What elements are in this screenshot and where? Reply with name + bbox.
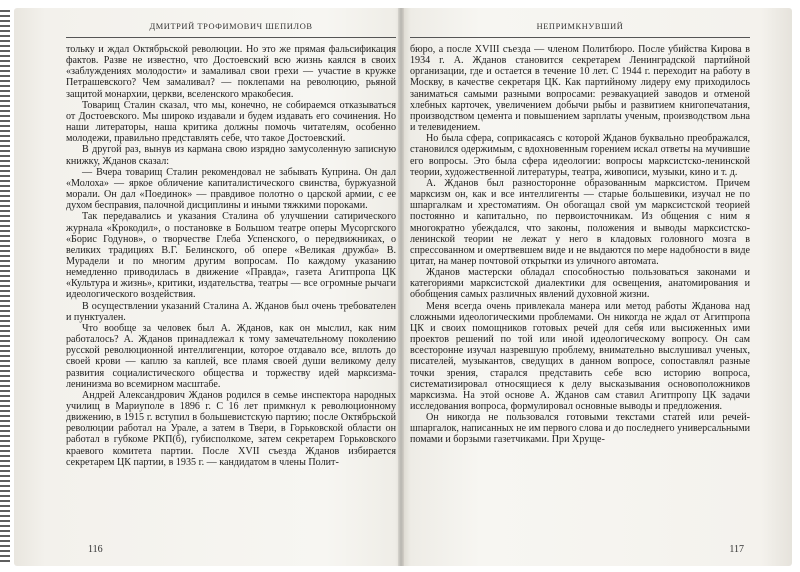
paragraph: Меня всегда очень привлекала манера или метод работы Жданова над сложными идеологическими проблемами. Он никогда не ждал от Агитпропа ЦК и своих помощников готовых речей для себя или высиженных ими проектов решений по той или иной идеологическому вопросу. Он сам всесторонне изучал назревшую проблему, внимательно выслушивал ученых, писателей, музыкантов, сведущих в данном вопросе, сопоставлял разные точки зрения, старался представить себе всю историю вопроса, систематизировал относящиеся к делу высказывания основоположников марксизма. На этой основе А. Жданов сам ставил Агитпропу ЦК задачи исследования вопроса, формулировал основные выводы и предложения. [410, 300, 750, 412]
paragraph: Андрей Александрович Жданов родился в семье инспектора народных училищ в Мариуполе в 1896 г. С 16 лет примкнул к революционному движению, в 1915 г. вступил в большевистскую партию; после Октябрьской революции работал на Урале, а затем в Твери, в Горьковской области он работал в губкоме РКП(б), губисполкоме, затем секретарем Горьковского краевого комитета партии. После XVII съезда Жданов избирается секретарем ЦК партии, в 1935 г. — кандидатом в члены Полит- [66, 389, 396, 468]
paragraph: — Вчера товарищ Сталин рекомендовал не забывать Куприна. Он дал «Молоха» — яркое обличение капиталистического свинства, буржуазной морали. Он дал «Поединок» — правдивое полотно о царской армии, с ее духом бесправия, палочной дисциплины и иными тяжкими пороками. [66, 166, 396, 212]
paragraph: Но была сфера, соприкасаясь с которой Жданов буквально преображался, становился одержимым, с вдохновенным горением искал ответы на мучившие его вопросы. Это была сфера идеологии: вопросы марксистско-ленинской теории, художественной литературы, театра, живописи, музыки, кино и т. д. [410, 133, 750, 178]
right-running-head: НЕПРИМКНУВШИЙ [536, 22, 624, 31]
right-body-text [410, 44, 750, 446]
left-header-rule [66, 37, 396, 38]
right-header-rule [410, 37, 750, 38]
paragraph: В осуществлении указаний Сталина А. Жданов был очень требователен и пунктуален. [66, 300, 396, 323]
paragraph: Так передавались и указания Сталина об улучшении сатирического журнала «Крокодил», о постановке в Большом театре оперы Мусоргского «Борис Годунов», о творчестве Глеба Успенского, о передвижниках, о великих традициях В.Г. Белинского, об опере «Великая дружба» В. Мурадели и по многим другим вопросам. По каждому указанию немедленно приводилась в движение «Правда», газета Агитпропа ЦК «Культура и жизнь», критики, издательства, театры — все огромные рычаги идеологического воздействия. [66, 211, 396, 301]
book-gutter [398, 8, 404, 566]
paragraph: Что вообще за человек был А. Жданов, как он мыслил, как ним работалось? А. Жданов принадлежал к тому замечательному поколению русской революционной интеллигенции, которое отдавало все, вплоть до своей крови — каплю за каплей, все пламя своей души великому делу развития социалистического общества и торжеству идей марксизма-ленинизма во всемирном масштабе. [66, 322, 396, 390]
paragraph: А. Жданов был разносторонне образованным марксистом. Причем марксизм он, как и все интеллигенты — старые большевики, изучал не по шпаргалкам и хрестоматиям. Он обогащал свой ум марксистской теорией постоянно и капитально, по первоисточникам. Из общения с ним я многократно убеждался, что законы, положения и выводы марксистско-ленинской теории не лежат у него в кладовых головного мозга в спрессованном и омертвевшем виде и не выдаются по мере надобности в виде цитат, на манер почтовой открытки из уличного автомата. [410, 177, 750, 267]
paragraph: Жданов мастерски обладал способностью пользоваться законами и категориями марксистской диалектики для освещения, анатомирования и обобщения самых различных явлений духовной жизни. [410, 267, 750, 301]
left-page-number: 116 [88, 544, 103, 555]
paragraph: бюро, а после XVIII съезда — членом Политбюро. После убийства Кирова в 1934 г. А. Жданов становится секретарем Ленинградской партийной организации, где и остается в течение 10 лет. С 1944 г. переходит на работу в Москву, в качестве секретаря ЦК. Как партийному лидеру ему приходилось заниматься самыми разными вопросами: реэвакуацией заводов и отменой хлебных карточек, увеличением добычи рыбы и развитием книгопечатания, производством цемента и повышением зарплаты ученым, производством льна и телевидением. [410, 44, 750, 134]
right-page-number: 117 [729, 544, 744, 555]
left-running-head: ДМИТРИЙ ТРОФИМОВИЧ ШЕПИЛОВ [149, 22, 313, 31]
left-body-text [66, 44, 396, 468]
paragraph: Он никогда не пользовался готовыми текстами статей или речей-шпаргалок, написанных не им первого слова и до последнего универсальными помами и борзыми газетчиками. При Хруще- [410, 412, 750, 446]
binding-edge [0, 10, 10, 565]
paragraph: Товарищ Сталин сказал, что мы, конечно, не собираемся отказываться от Достоевского. Мы широко издавали и будем издавать его сочинения. Но наши литераторы, наша критика должны помочь читателям, особенно молодежи, правильно представлять себе, что такое Достоевский. [66, 99, 396, 145]
left-page [66, 8, 396, 563]
paragraph: тольку и ждал Октябрьской революции. Но это же прямая фальсификация фактов. Разве не известно, что Достоевский всю жизнь каялся в своих «заблуждениях молодости» и замаливал свои грехи — участие в кружке Петрашевского? Чем замаливал? — поклепами на революцию, рьяной защитой монархии, церкви, вселенского мракобесия. [66, 44, 396, 100]
right-page [410, 8, 750, 563]
paragraph: В другой раз, вынув из кармана свою изрядно замусоленную записную книжку, Жданов сказал: [66, 144, 396, 167]
